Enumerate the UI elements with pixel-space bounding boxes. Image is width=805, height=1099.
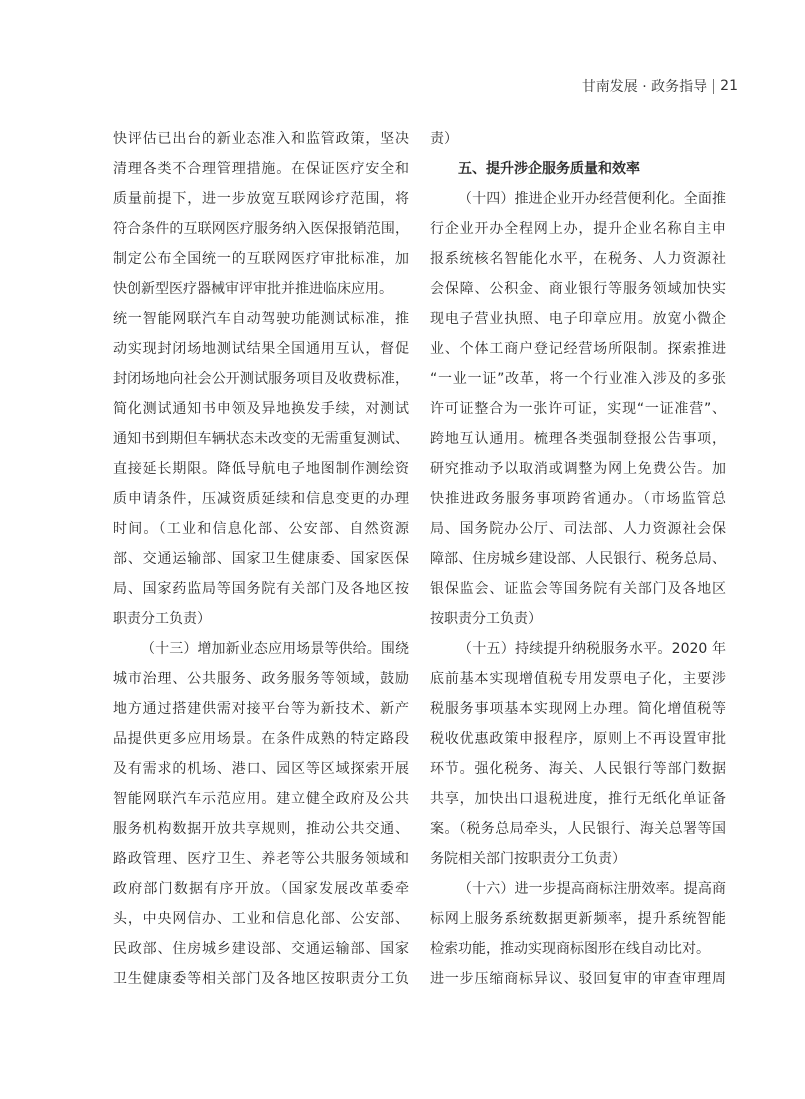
text-line: 案。（税务总局牵头，人民银行、海关总署等国 [430, 821, 726, 837]
text-line: 及有需求的机场、港口、园区等区域探索开展 [113, 761, 409, 777]
text-line: 障部、住房城乡建设部、人民银行、税务总局、 [430, 551, 726, 567]
text-line: 务院相关部门按职责分工负责） [430, 851, 626, 867]
text-line: 跨地互认通用。梳理各类强制登报公告事项， [430, 431, 726, 447]
text-line: 现电子营业执照、电子印章应用。放宽小微企 [430, 311, 726, 327]
right-column [430, 124, 726, 994]
text-line: （十四）推进企业开办经营便利化。全面推 [458, 191, 726, 207]
text-line: 质申请条件，压减资质延续和信息变更的办理 [113, 491, 409, 507]
text-line: 路政管理、医疗卫生、养老等公共服务领域和 [113, 851, 409, 867]
text-line: 检索功能，推动实现商标图形在线自动比对。 [430, 941, 710, 957]
text-line: （十三）增加新业态应用场景等供给。围绕 [141, 641, 409, 657]
text-line: 民政部、住房城乡建设部、交通运输部、国家 [113, 941, 409, 957]
text-line: 快创新型医疗器械审评审批并推进临床应用。 [113, 281, 393, 297]
text-line: （十五）持续提升纳税服务水平。2020 年 [458, 641, 726, 657]
text-line: 质量前提下，进一步放宽互联网诊疗范围，将 [113, 191, 409, 207]
text-line: 职责分工负责） [113, 611, 211, 627]
text-line: 地方通过搭建供需对接平台等为新技术、新产 [113, 701, 409, 717]
text-line: 快推进政务服务事项跨省通办。（市场监管总 [430, 491, 726, 507]
text-line: 会保障、公积金、商业银行等服务领域加快实 [430, 281, 726, 297]
publication-title: 甘南发展 · 政务指导 [581, 79, 708, 95]
text-line: （十六）进一步提高商标注册效率。提高商 [458, 881, 726, 897]
text-line: 清理各类不合理管理措施。在保证医疗安全和 [113, 161, 409, 177]
text-line: 局、国家药监局等国务院有关部门及各地区按 [113, 581, 409, 597]
text-line: 统一智能网联汽车自动驾驶功能测试标准，推 [113, 311, 409, 327]
text-line: 行企业开办全程网上办，提升企业名称自主申 [430, 221, 726, 237]
text-line: 税服务事项基本实现网上办理。简化增值税等 [430, 701, 726, 717]
text-line: 卫生健康委等相关部门及各地区按职责分工负 [113, 971, 409, 987]
text-line: 时间。（工业和信息化部、公安部、自然资源 [113, 521, 409, 537]
text-line: 税收优惠政策申报程序，原则上不再设置审批 [430, 731, 726, 747]
text-line: 封闭场地向社会公开测试服务项目及收费标准， [113, 371, 409, 387]
text-line: 局、国务院办公厅、司法部、人力资源社会保 [430, 521, 726, 537]
header-divider [713, 79, 714, 94]
text-line: 责） [430, 131, 458, 147]
text-line: 简化测试通知书申领及异地换发手续，对测试 [113, 401, 409, 417]
text-line: 进一步压缩商标异议、驳回复审的审查审理周 [430, 971, 726, 987]
text-line: 城市治理、公共服务、政务服务等领域，鼓励 [113, 671, 409, 687]
text-line: 品提供更多应用场景。在条件成熟的特定路段 [113, 731, 409, 747]
text-line: 直接延长期限。降低导航电子地图制作测绘资 [113, 461, 409, 477]
text-line: 符合条件的互联网医疗服务纳入医保报销范围， [113, 221, 409, 237]
text-line: 服务机构数据开放共享规则，推动公共交通、 [113, 821, 409, 837]
text-line: 底前基本实现增值税专用发票电子化，主要涉 [430, 671, 726, 687]
left-column [113, 124, 409, 994]
text-line: 按职责分工负责） [430, 611, 542, 627]
text-line: 制定公布全国统一的互联网医疗审批标准，加 [113, 251, 409, 267]
text-line: 通知书到期但车辆状态未改变的无需重复测试、 [113, 431, 409, 447]
text-line: 许可证整合为一张许可证，实现“一证准营”、 [430, 401, 726, 417]
page-header [582, 76, 738, 96]
text-line: 五、提升涉企服务质量和效率 [458, 161, 640, 177]
text-line: 快评估已出台的新业态准入和监管政策，坚决 [113, 131, 409, 147]
text-line: 标网上服务系统数据更新频率，提升系统智能 [430, 911, 726, 927]
text-line: 银保监会、证监会等国务院有关部门及各地区 [430, 581, 726, 597]
text-line: 部、交通运输部、国家卫生健康委、国家医保 [113, 551, 409, 567]
text-line: 共享，加快出口退税进度，推行无纸化单证备 [430, 791, 726, 807]
text-line: 政府部门数据有序开放。（国家发展改革委牵 [113, 881, 409, 897]
text-line: 环节。强化税务、海关、人民银行等部门数据 [430, 761, 726, 777]
text-line: 智能网联汽车示范应用。建立健全政府及公共 [113, 791, 409, 807]
text-line: 研究推动予以取消或调整为网上免费公告。加 [430, 461, 726, 477]
page-number: 21 [720, 78, 738, 94]
text-line: “一业一证”改革，将一个行业准入涉及的多张 [430, 371, 726, 387]
text-line: 报系统核名智能化水平，在税务、人力资源社 [430, 251, 726, 267]
text-line: 动实现封闭场地测试结果全国通用互认，督促 [113, 341, 409, 357]
text-line: 头，中央网信办、工业和信息化部、公安部、 [113, 911, 409, 927]
text-line: 业、个体工商户登记经营场所限制。探索推进 [430, 341, 726, 357]
